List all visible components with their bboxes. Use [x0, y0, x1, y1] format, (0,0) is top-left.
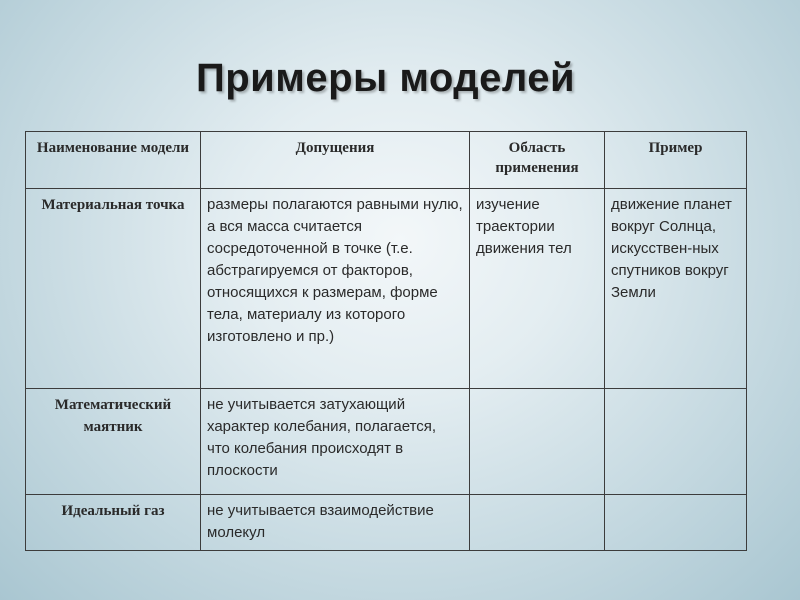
row-example	[605, 495, 747, 551]
table-row	[26, 189, 747, 389]
row-application	[470, 389, 605, 495]
header-assumptions: Допущения	[201, 132, 470, 189]
row-assumptions: не учитывается взаимодействие молекул	[201, 495, 470, 551]
row-example	[605, 389, 747, 495]
row-assumptions: не учитывается затухающий характер колебания, полагается, что колебания происходят в плоскости	[201, 389, 470, 495]
row-assumptions: размеры полагаются равными нулю, а вся масса считается сосредоточенной в точке (т.е. абстрагируемся от факторов, относящихся к размерам, форме тела, материалу из которого изготовлено и пр.)	[201, 189, 470, 389]
row-example: движение планет вокруг Солнца, искусствен-ных спутников вокруг Земли	[605, 189, 747, 389]
row-model-name: Материальная точка	[26, 189, 201, 389]
table-header-row	[26, 132, 747, 189]
row-model-name: Идеальный газ	[26, 495, 201, 551]
slide-title: Примеры моделей	[196, 56, 576, 100]
table-row	[26, 389, 747, 495]
models-table	[25, 131, 747, 551]
header-example: Пример	[605, 132, 747, 189]
header-application: Область применения	[470, 132, 605, 189]
row-application: изучение траектории движения тел	[470, 189, 605, 389]
row-model-name: Математический маятник	[26, 389, 201, 495]
table-row	[26, 495, 747, 551]
header-model-name: Наименование модели	[26, 132, 201, 189]
row-application	[470, 495, 605, 551]
